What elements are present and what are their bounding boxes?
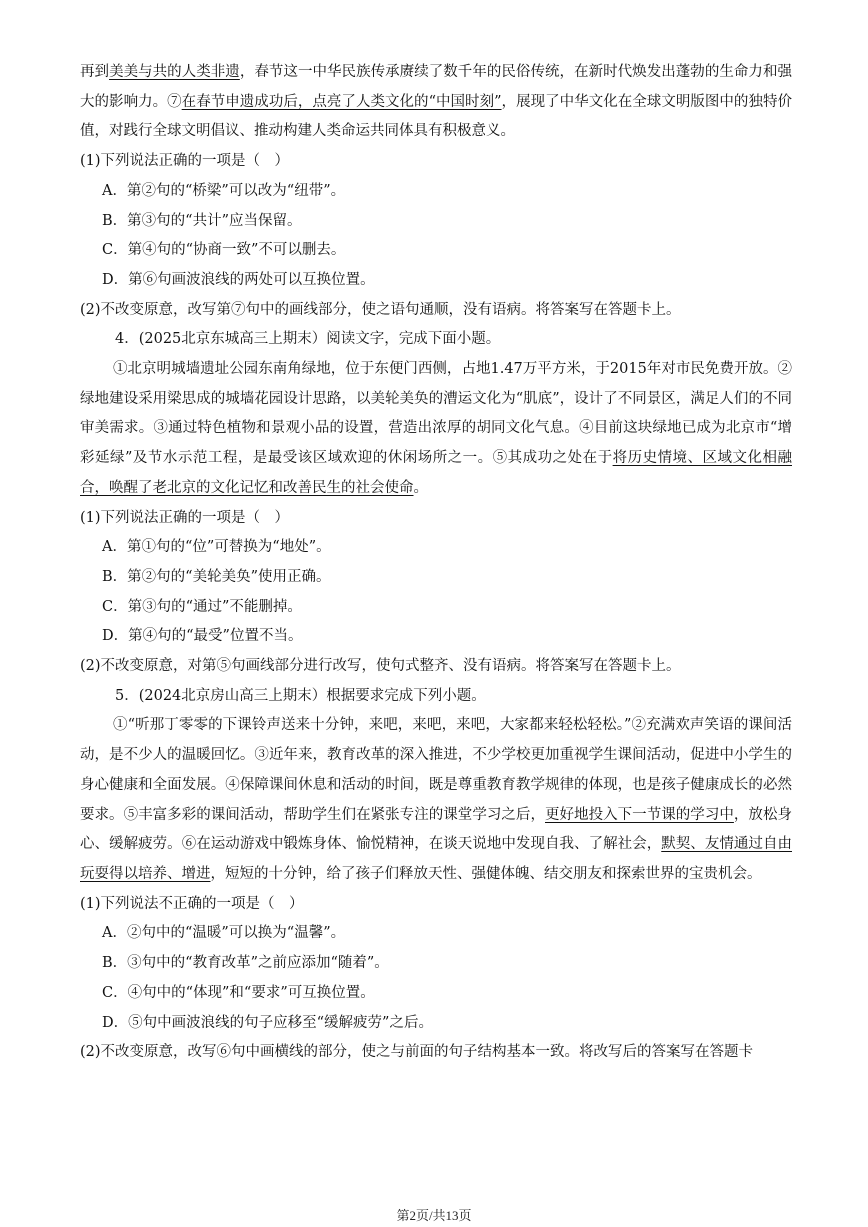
text-run: ，放松身心、缓解疲劳。⑥在运动游戏中锻炼身体、愉悦精神，在谈天说地中发现自我、了解社会，: [80, 806, 792, 853]
option-a: A．第②句的“桥梁”可以改为“纽带”。: [102, 182, 346, 199]
option-b: B．第②句的“美轮美奂”使用正确。: [102, 568, 331, 585]
text-run: 。: [413, 479, 428, 496]
page-number: 第2页/共13页: [396, 1208, 472, 1223]
text-run: ①“听那丁零零的下课铃声送来十分钟，来吧，来吧，来吧，大家都来轻松轻松。”②充满欢声笑语的课间活动，是不少人的温暖回忆。③近年来，教育改革的深入推进，不少学校更加重视学生课间活动，促进中小学生的身心健康和全面发展。④保障课间休息和活动的时间，既是尊重教育教学规律的体现，也是孩子健康成长的必然要求。⑤丰富多彩的课间活动，帮助学生们在紧张专注的课堂学习之后，: [80, 717, 792, 823]
page-content: [80, 58, 792, 1068]
wavy-underlined-text: 更好地投入下一节课的学习中: [545, 806, 734, 823]
underlined-text: 美美与共的人类非遗: [109, 64, 240, 80]
option-c: C．第③句的“通过”不能删掉。: [102, 598, 302, 615]
option-d: D．第⑥句画波浪线的两处可以互换位置。: [102, 271, 375, 288]
underlined-text: 将历史情境、区域文化相融合，唤醒了老北京的文化记忆和改善民生的社会使命: [80, 450, 792, 496]
option-a: A．②句中的“温暖”可以换为“温馨”。: [102, 925, 346, 942]
underlined-text: 默契、友情通过自由玩耍得以培养、增进: [80, 836, 792, 882]
text-run: ①北京明城墙遗址公园东南角绿地，位于东便门西侧，占地1.47万平方米，于2015年对市民免费开放。②绿地建设采用梁思成的城墙花园设计思路，以美轮美奂的漕运文化为“肌底”，设计了不同景区，满足人们的不同审美需求。③通过特色植物和景观小品的设置，营造出浓厚的胡同文化气息。④目前这块绿地已成为北京市“增彩延绿”及节水示范工程，是最受该区域欢迎的休闲场所之一。⑤其成功之处在于: [80, 361, 792, 467]
passage-paragraph: [80, 711, 792, 889]
underlined-text: 在春节申遗成功后，点亮了人类文化的“中国时刻”: [181, 93, 502, 110]
question-rewrite: (2)不改变原意，对第⑤句画线部分进行改写，使句式整齐、没有语病。将答案写在答题卡上。: [80, 658, 681, 675]
option-c: C．第④句的“协商一致”不可以删去。: [102, 242, 346, 259]
passage-paragraph: [80, 58, 792, 147]
question-stem: (1)下列说法正确的一项是（ ）: [80, 509, 290, 526]
option-d: D．第④句的“最受”位置不当。: [102, 628, 303, 645]
option-b: B．③句中的“教育改革”之前应添加“随着”。: [102, 955, 389, 972]
passage-paragraph: [80, 355, 792, 504]
question-title: 4．(2025北京东城高三上期末）阅读文字，完成下面小题。: [115, 331, 501, 348]
option-b: B．第③句的“共计”应当保留。: [102, 212, 302, 229]
text-run: ，展现了中华文化在全球文明版图中的独特价值，对践行全球文明倡议、推动构建人类命运共同体具有积极意义。: [80, 93, 793, 140]
question-rewrite: (2)不改变原意，改写⑥句中画横线的部分，使之与前面的句子结构基本一致。将改写后的答案写在答题卡: [80, 1044, 754, 1061]
question-rewrite: (2)不改变原意，改写第⑦句中的画线部分，使之语句通顺，没有语病。将答案写在答题卡上。: [80, 301, 681, 318]
option-a: A．第①句的“位”可替换为“地处”。: [102, 539, 331, 556]
option-c: C．④句中的“体现”和“要求”可互换位置。: [102, 984, 375, 1001]
text-run: 再到: [80, 64, 110, 80]
question-stem: (1)下列说法不正确的一项是（ ）: [80, 895, 304, 912]
question-title: 5．(2024北京房山高三上期末）根据要求完成下列小题。: [115, 687, 486, 704]
option-d: D．⑤句中画波浪线的句子应移至“缓解疲劳”之后。: [102, 1014, 433, 1031]
text-run: ，短短的十分钟，给了孩子们释放天性、强健体魄、结交朋友和探索世界的宝贵机会。: [210, 865, 762, 882]
text-run: ，春节这一中华民族传承赓续了数千年的民俗传统，在新时代焕发出蓬勃的生命力和强大的影响力。⑦: [80, 64, 792, 110]
question-stem: (1)下列说法正确的一项是（ ）: [80, 153, 290, 170]
